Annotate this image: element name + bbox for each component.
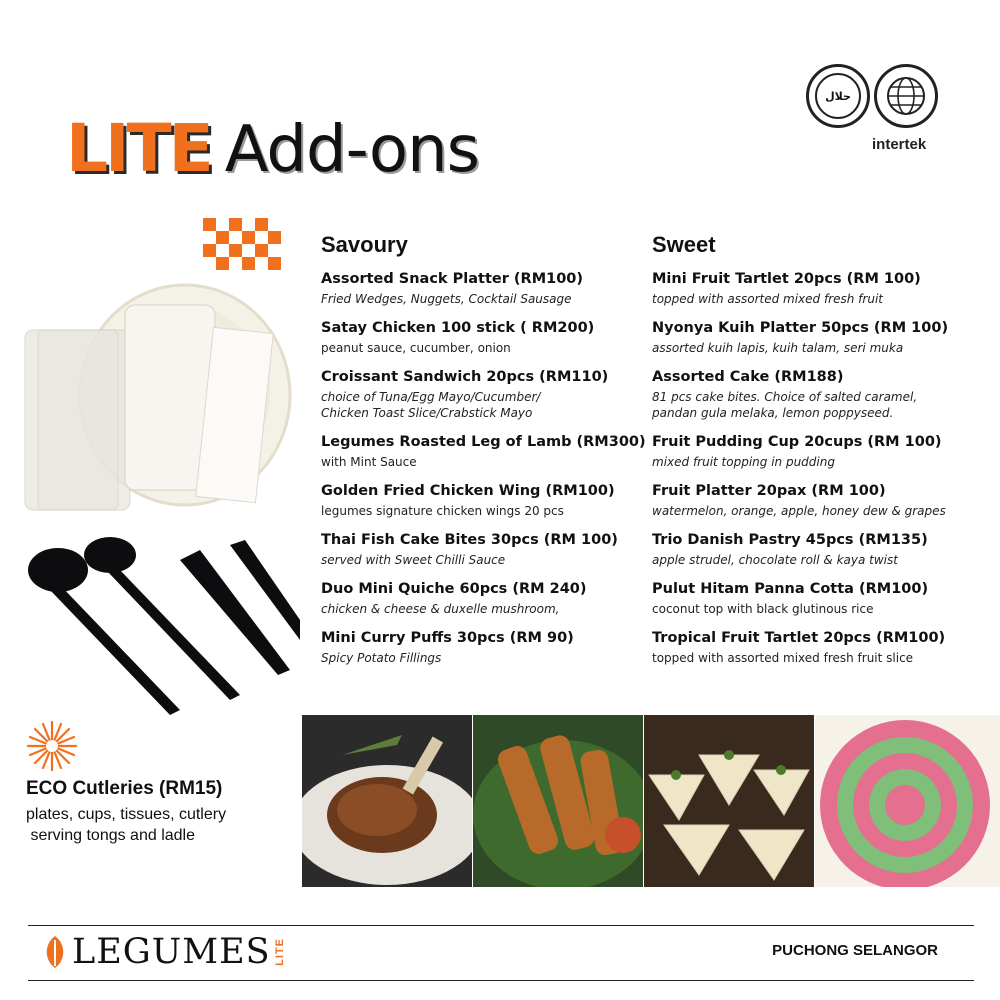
list-item <box>652 482 982 519</box>
item-description: coconut top with black glutinous rice <box>652 602 874 616</box>
eco-cutleries-title: ECO Cutleries (RM15) <box>26 778 223 799</box>
item-name: Fruit Pudding Cup 20cups (RM 100) <box>652 434 942 450</box>
item-description: Fried Wedges, Nuggets, Cocktail Sausage <box>321 292 572 306</box>
item-name: Croissant Sandwich 20pcs (RM110) <box>321 369 609 385</box>
halal-mark: حلال <box>815 73 861 119</box>
list-item <box>652 629 982 666</box>
item-name: Pulut Hitam Panna Cotta (RM100) <box>652 581 929 597</box>
item-description: chicken & cheese & duxelle mushroom, <box>321 602 560 616</box>
item-description: mixed fruit topping in pudding <box>652 455 835 469</box>
list-item <box>652 531 982 568</box>
list-item <box>652 319 982 356</box>
item-description: assorted kuih lapis, kuih talam, seri muka <box>652 341 904 355</box>
list-item <box>652 433 982 470</box>
footer-bottom-divider <box>28 980 974 981</box>
item-name: Assorted Cake (RM188) <box>652 369 844 385</box>
sweet-heading: Sweet <box>652 232 716 257</box>
item-name: Mini Fruit Tartlet 20pcs (RM 100) <box>652 271 921 287</box>
item-description: served with Sweet Chilli Sauce <box>321 553 506 567</box>
savoury-heading: Savoury <box>321 232 408 257</box>
roasted-lamb-photo <box>302 715 472 887</box>
item-description: Spicy Potato Fillings <box>321 651 442 665</box>
sweet-section <box>652 232 982 678</box>
item-name: Mini Curry Puffs 30pcs (RM 90) <box>321 630 574 646</box>
list-item <box>321 629 651 666</box>
item-name: Satay Chicken 100 stick ( RM200) <box>321 320 595 336</box>
list-item <box>652 580 982 617</box>
item-name: Tropical Fruit Tartlet 20pcs (RM100) <box>652 630 946 646</box>
intertek-globe-icon <box>874 64 938 128</box>
item-description: legumes signature chicken wings 20 pcs <box>321 504 564 518</box>
eco-cutleries-description: plates, cups, tissues, cutlery serving tongs and ladle <box>26 806 227 844</box>
brand-tag: LITE <box>273 938 286 966</box>
item-description: watermelon, orange, apple, honey dew & grapes <box>652 504 946 518</box>
item-description: choice of Tuna/Egg Mayo/Cucumber/ Chicken Toast Slice/Crabstick Mayo <box>321 390 541 420</box>
intertek-label: intertek <box>872 136 927 153</box>
list-item <box>652 270 982 307</box>
item-description: apple strudel, chocolate roll & kaya twist <box>652 553 898 567</box>
location-label: PUCHONG SELANGOR <box>772 942 938 959</box>
brand-logo <box>44 930 286 974</box>
title-brand: LITE <box>66 110 211 187</box>
list-item <box>321 270 651 307</box>
checker-pattern-icon <box>203 218 285 270</box>
satay-photo <box>473 715 643 887</box>
item-name: Nyonya Kuih Platter 50pcs (RM 100) <box>652 320 949 336</box>
list-item <box>321 433 651 470</box>
list-item <box>321 319 651 356</box>
item-name: Assorted Snack Platter (RM100) <box>321 271 584 287</box>
list-item <box>321 368 651 421</box>
footer-top-divider <box>28 925 974 926</box>
item-name: Golden Fried Chicken Wing (RM100) <box>321 483 615 499</box>
item-description: topped with assorted mixed fresh fruit <box>652 292 883 306</box>
item-description: with Mint Sauce <box>321 455 417 469</box>
savoury-section <box>321 232 651 678</box>
pudding-cups-photo <box>644 715 814 887</box>
brand-leaf-icon <box>44 934 66 970</box>
item-name: Duo Mini Quiche 60pcs (RM 240) <box>321 581 587 597</box>
item-name: Thai Fish Cake Bites 30pcs (RM 100) <box>321 532 618 548</box>
item-name: Legumes Roasted Leg of Lamb (RM300) <box>321 434 646 450</box>
sunburst-icon <box>26 720 78 772</box>
title-text: Add-ons <box>224 113 479 187</box>
item-description: topped with assorted mixed fresh fruit slice <box>652 651 914 665</box>
item-name: Trio Danish Pastry 45pcs (RM135) <box>652 532 928 548</box>
kuih-platter-photo <box>815 715 1000 887</box>
item-description: peanut sauce, cucumber, onion <box>321 341 511 355</box>
page-title <box>66 92 479 187</box>
halal-certification-icon <box>806 64 870 128</box>
item-name: Fruit Platter 20pax (RM 100) <box>652 483 886 499</box>
list-item <box>652 368 982 421</box>
brand-name: LEGUMES <box>72 932 271 972</box>
list-item <box>321 580 651 617</box>
item-description: 81 pcs cake bites. Choice of salted caramel, pandan gula melaka, lemon poppyseed. <box>652 390 918 420</box>
eco-cutlery-image <box>0 270 300 720</box>
list-item <box>321 482 651 519</box>
list-item <box>321 531 651 568</box>
